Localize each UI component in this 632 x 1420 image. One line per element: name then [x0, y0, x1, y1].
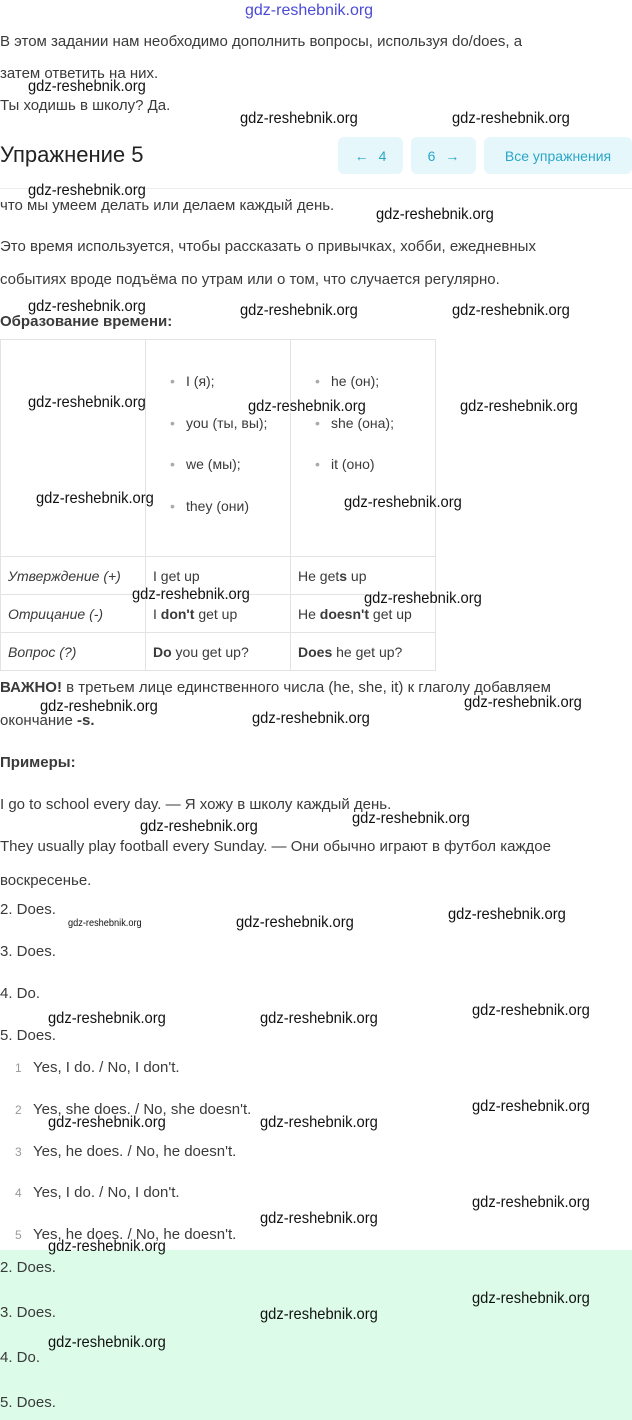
all-label: Все упражнения	[504, 147, 612, 164]
watermark: gdz-reshebnik.org	[48, 1114, 166, 1131]
watermark: gdz-reshebnik.org	[28, 182, 146, 199]
theory-text: что мы умеем делать или делаем каждый день.	[0, 197, 335, 214]
numbered-answer: 2 Yes, she does. / No, she doesn't.	[15, 1101, 252, 1118]
watermark: gdz-reshebnik.org	[28, 78, 146, 95]
watermark: gdz-reshebnik.org	[48, 1238, 166, 1255]
watermark: gdz-reshebnik.org	[448, 906, 566, 923]
table-cell: Does he get up?	[291, 633, 436, 671]
watermark: gdz-reshebnik.org	[344, 494, 462, 511]
watermark: gdz-reshebnik.org	[364, 590, 482, 607]
watermark: gdz-reshebnik.org	[452, 302, 570, 319]
table-cell: I get up	[146, 557, 291, 595]
watermark: gdz-reshebnik.org	[452, 110, 570, 127]
table-cell	[1, 340, 146, 557]
table-cell: Do you get up?	[146, 633, 291, 671]
examples-heading: Примеры:	[0, 754, 76, 771]
watermark: gdz-reshebnik.org	[260, 1210, 378, 1227]
list-item: • it (оно)	[291, 455, 435, 497]
watermark: gdz-reshebnik.org	[132, 586, 250, 603]
table-cell: He doesn't get up	[291, 595, 436, 633]
watermark: gdz-reshebnik.org	[36, 490, 154, 507]
watermark-top: gdz-reshebnik.org	[245, 2, 374, 19]
watermark: gdz-reshebnik.org	[240, 302, 358, 319]
watermark: gdz-reshebnik.org	[248, 398, 366, 415]
table-cell: I don't get up	[146, 595, 291, 633]
important-note: ВАЖНО! в третьем лице единственного числа (he, she, it) к глаголу добавляем	[0, 679, 551, 696]
list-item: • I (я);	[146, 372, 290, 414]
answer: 4. Do.	[0, 985, 41, 1002]
watermark: gdz-reshebnik.org	[140, 818, 258, 835]
page-title: Упражнение 5	[0, 142, 144, 167]
numbered-answer: 3 Yes, he does. / No, he doesn't.	[15, 1143, 237, 1160]
list-item: • he (он);	[291, 372, 435, 414]
watermark: gdz-reshebnik.org	[472, 1002, 590, 1019]
list-item: • they (они)	[146, 497, 290, 539]
arrow-left-icon: ←	[354, 147, 369, 164]
watermark: gdz-reshebnik.org	[40, 698, 158, 715]
numbered-answer: 5 Yes, he does. / No, he doesn't.	[15, 1226, 237, 1243]
watermark: gdz-reshebnik.org	[464, 694, 582, 711]
next-exercise-button[interactable]	[411, 137, 476, 174]
pronoun-list-2	[291, 340, 436, 557]
theory-text: событиях вроде подъёма по утрам или о том, что случается регулярно.	[0, 271, 500, 288]
intro-text: Ты ходишь в школу? Да.	[0, 97, 171, 114]
watermark: gdz-reshebnik.org	[376, 206, 494, 223]
numbered-answer: 4 Yes, I do. / No, I don't.	[15, 1184, 180, 1201]
list-item: • we (мы);	[146, 455, 290, 497]
watermark: gdz-reshebnik.org	[240, 110, 358, 127]
row-label: Утверждение (+)	[8, 567, 121, 584]
table-row	[1, 633, 436, 671]
pronoun-list-1	[146, 340, 291, 557]
prev-exercise-button[interactable]	[338, 137, 403, 174]
answer: 3. Does.	[0, 943, 56, 960]
watermark: gdz-reshebnik.org	[460, 398, 578, 415]
watermark: gdz-reshebnik.org	[260, 1306, 378, 1323]
arrow-right-icon: →	[445, 147, 460, 164]
watermark: gdz-reshebnik.org	[48, 1334, 166, 1351]
watermark: gdz-reshebnik.org	[28, 394, 146, 411]
list-item: • she (она);	[291, 414, 435, 456]
list-item: • you (ты, вы);	[146, 414, 290, 456]
answer: 2. Does.	[0, 901, 56, 918]
theory-text: Это время используется, чтобы рассказать о привычках, хобби, ежедневных	[0, 238, 536, 255]
intro-text: В этом задании нам необходимо дополнить вопросы, используя do/does, а	[0, 33, 523, 50]
answer: 5. Does.	[0, 1027, 56, 1044]
all-exercises-button[interactable]	[484, 137, 632, 174]
prev-label: 4	[378, 147, 387, 164]
answer: 2. Does.	[0, 1259, 56, 1276]
watermark: gdz-reshebnik.org	[48, 1010, 166, 1027]
answer: 3. Does.	[0, 1304, 56, 1321]
watermark: gdz-reshebnik.org	[236, 914, 354, 931]
answer: 5. Does.	[0, 1394, 56, 1411]
watermark: gdz-reshebnik.org	[28, 298, 146, 315]
example: I go to school every day. — Я хожу в школу каждый день.	[0, 796, 392, 813]
watermark: gdz-reshebnik.org	[260, 1010, 378, 1027]
table-cell: He gets up	[291, 557, 436, 595]
watermark: gdz-reshebnik.org	[352, 810, 470, 827]
example: воскресенье.	[0, 872, 92, 889]
row-label: Отрицание (-)	[8, 605, 104, 622]
formation-heading: Образование времени:	[0, 313, 173, 330]
watermark: gdz-reshebnik.org	[252, 710, 370, 727]
numbered-answer: 1 Yes, I do. / No, I don't.	[15, 1059, 180, 1076]
intro-text: затем ответить на них.	[0, 65, 159, 82]
row-label: Вопрос (?)	[8, 643, 77, 660]
next-label: 6	[427, 147, 436, 164]
watermark: gdz-reshebnik.org	[260, 1114, 378, 1131]
important-note: окончание -s.	[0, 712, 95, 729]
watermark: gdz-reshebnik.org	[472, 1290, 590, 1307]
watermark: gdz-reshebnik.org	[472, 1098, 590, 1115]
watermark: gdz-reshebnik.org	[472, 1194, 590, 1211]
watermark: gdz-reshebnik.org	[68, 918, 142, 929]
example: They usually play football every Sunday. — Они обычно играют в футбол каждое	[0, 838, 551, 855]
answer: 4. Do.	[0, 1349, 41, 1366]
